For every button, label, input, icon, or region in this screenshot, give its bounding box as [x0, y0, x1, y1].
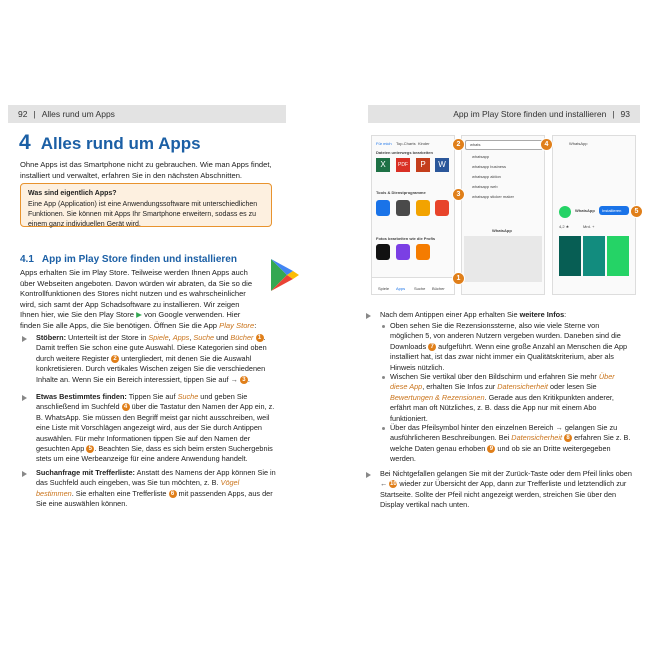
preview-image: [583, 236, 605, 276]
page-number: 93: [620, 109, 630, 119]
app-tile-icon: [416, 200, 430, 216]
callout-badge: 4: [122, 403, 130, 411]
sub-bullet-dot: [382, 376, 385, 379]
callout-5: 5: [630, 205, 643, 218]
page-number: 92: [18, 109, 28, 119]
callout-badge: 5: [86, 445, 94, 453]
chapter-number: 4: [19, 131, 31, 154]
play-store-icon: ▶: [136, 310, 142, 320]
bullet-triangle-icon: [366, 313, 371, 319]
sub-bullet-dot: [382, 325, 385, 328]
header-title: Alles rund um Apps: [41, 109, 115, 119]
bullet-triangle-icon: [366, 472, 371, 478]
bullet-triangle-icon: [22, 336, 27, 342]
whatsapp-icon: [559, 206, 571, 218]
info-box-text: Eine App (Application) ist eine Anwendungssoftware mit unterschiedlichen Funktionen. Sie können mit Apps Ihr Smartphone erweitern, sodass es zu einem ganz individuellen Gerät wird.: [28, 201, 258, 228]
bullet-trefferliste: Suchanfrage mit Trefferliste: Anstatt des Namens der App können Sie in das Suchfeld auch eingeben, was Sie tun möchten, z. B. Vögel bestimmen. Sie erhalten eine Trefferliste 6 mit passenden Apps, aus der Sie eine auswählen können.: [36, 468, 276, 509]
app-tile-icon: [435, 200, 449, 216]
screenshot-app-detail: WhatsApp WhatsApp Installieren 4,2 ★ Mrd. +: [552, 135, 636, 295]
keyboard: [464, 236, 542, 282]
bullet-stoebern: Stöbern: Unterteilt ist der Store in Spiele, Apps, Suche und Bücher 1 . Damit treffen Sie schon eine gute Auswahl. Diese Kategorien sind oben durch weitere Register 2 untergliedert, mit denen Sie die Auswahl konkretisieren. Durch vertikales Wischen zeigen Sie die verschiedenen Inhalte an. Wenn Sie ein Bereich interessiert, tippen Sie auf → 3 .: [36, 333, 267, 384]
header-title: App im Play Store finden und installieren: [453, 109, 607, 119]
preview-image: [607, 236, 629, 276]
bullet-weitere-infos: Nach dem Antippen einer App erhalten Sie weitere Infos:: [380, 310, 567, 319]
arrow-right-icon: →: [230, 374, 238, 384]
callout-2: 2: [452, 138, 465, 151]
chapter-heading: [19, 131, 201, 155]
sub-bullet-dot: [382, 427, 385, 430]
pdf-icon: PDF: [396, 158, 410, 172]
callout-4: 4: [540, 138, 553, 151]
arrow-left-icon: ←: [380, 479, 388, 489]
callout-badge: 1: [256, 334, 264, 342]
callout-badge: 10: [389, 481, 397, 488]
section-heading: [20, 254, 237, 265]
section-intro: Apps erhalten Sie im Play Store. Teilweise werden Ihnen Apps auch über Webseiten angeboten. Davon würden wir abraten, da Sie so die Kontrollfunktionen des Stores nicht nutzen und es wahrscheinlicher wird, sich samt der App Schadsoftware zu installieren. Wir zeigen Ihnen hier, wie Sie den Play Store ▶ von Google verwenden. Hier finden Sie alle Apps, die Sie benötigen. Öffnen Sie die App Play Store:: [20, 268, 257, 330]
arrow-right-icon: →: [555, 423, 563, 432]
sub-bullet-wischen: Wischen Sie vertikal über den Bildschirm und erfahren Sie mehr Über diese App, erhalten Sie Infos zur Datensicherheit oder lesen Sie Bewertungen & Rezensionen. Gerade aus den Kritikpunkten anderer, erfährt man oft Nützliches, z. B. dass die App nur mit einem Abo funktioniert.: [390, 372, 615, 423]
word-icon: W: [435, 158, 449, 172]
app-tile-icon: [376, 244, 390, 260]
section-number: 4.1: [20, 254, 34, 265]
bullet-triangle-icon: [22, 395, 27, 401]
app-tile-icon: [416, 244, 430, 260]
preview-image: [559, 236, 581, 276]
bullet-nichtgefallen: Bei Nichtgefallen gelangen Sie mit der Zurück-Taste oder dem Pfeil links oben ← 10 wieder zur Übersicht der App, dann zur Trefferliste und letztendlich zur Startseite. Sollte der Pfeil nicht angezeigt werden, streichen Sie über den Display vertikal nach unten.: [380, 469, 632, 510]
page-header: App im Play Store finden und installieren | 93: [368, 105, 640, 123]
play-store-logo: [263, 255, 303, 295]
app-tile-icon: [376, 200, 390, 216]
install-button[interactable]: Installieren: [599, 206, 629, 215]
callout-badge: 8: [564, 434, 572, 442]
app-tile-icon: [396, 244, 410, 260]
callout-badge: 6: [169, 490, 177, 498]
callout-3: 3: [452, 188, 465, 201]
screenshot-search: whats whatsapp whatsapp business whatsapp aktion whatsapp web whatsapp sticker maker WhatsApp: [461, 135, 545, 295]
callout-badge: 9: [487, 445, 495, 453]
sub-bullet-sterne: Oben sehen Sie die Rezensionssterne, also wie viele Sterne von möglichen 5, von anderen Nutzern vergeben wurden. Daneben sind die Downloads 7 aufgeführt. Wenn eine große Anzahl an Menschen die App installiert hat, ist das zwar nicht immer ein Qualitätskriterium, aber als Hinweis nützlich.: [390, 321, 628, 372]
page-header: 92 | Alles rund um Apps: [8, 105, 286, 123]
bullet-triangle-icon: [22, 471, 27, 477]
right-page: [324, 0, 648, 648]
powerpoint-icon: P: [416, 158, 430, 172]
section-title: App im Play Store finden und installieren: [41, 254, 237, 265]
callout-1: 1: [452, 272, 465, 285]
chapter-title: Alles rund um Apps: [40, 134, 201, 153]
callout-badge: 2: [111, 355, 119, 363]
info-box-title: Was sind eigentlich Apps?: [28, 190, 117, 197]
sub-bullet-pfeil: Über das Pfeilsymbol hinter den einzelnen Bereich → gelangen Sie zu ausführlicheren Beschreibungen. Bei Datensicherheit 8 erfahren Sie z. B. welche Daten genau erhoben 9 und ob sie an Dritte weitergegeben werden.: [390, 423, 631, 464]
bottom-nav: Spiele Apps Suche Bücher: [372, 277, 454, 294]
callout-badge: 7: [428, 343, 436, 351]
screenshot-store-home: Für mich Top-Charts Kinder Dateien unterwegs bearbeiten X PDF P W Tools & Dienstprogramme Fotos bearbeiten wie die Profis Spiele Apps Suche Bücher: [371, 135, 455, 295]
excel-icon: X: [376, 158, 390, 172]
bullet-finden: Etwas Bestimmtes finden: Tippen Sie auf Suche und geben Sie anschließend im Suchfeld 4 über die Tastatur den Namen der App ein, z. B. WhatsApp. Sie müssen den Begriff meist gar nicht ausschreiben, weil eine Liste mit Vorschlägen angezeigt wird, aus der Sie durch Antippen auswählen. Für mehr Informationen tippen Sie auf den Namen der gesuchten App 5 . Beachten Sie, dass es sich beim ersten Suchergebnis stets um eine Werbeanzeige für eine andere Anwendung handelt.: [36, 392, 275, 464]
search-field: whats: [465, 140, 543, 150]
chapter-intro: Ohne Apps ist das Smartphone nicht zu gebrauchen. Wie man Apps findet, installiert und verwaltet, erfahren Sie in den nächsten Abschnitten.: [20, 160, 272, 180]
info-box: [20, 183, 272, 227]
app-tile-icon: [396, 200, 410, 216]
callout-badge: 3: [240, 376, 248, 384]
